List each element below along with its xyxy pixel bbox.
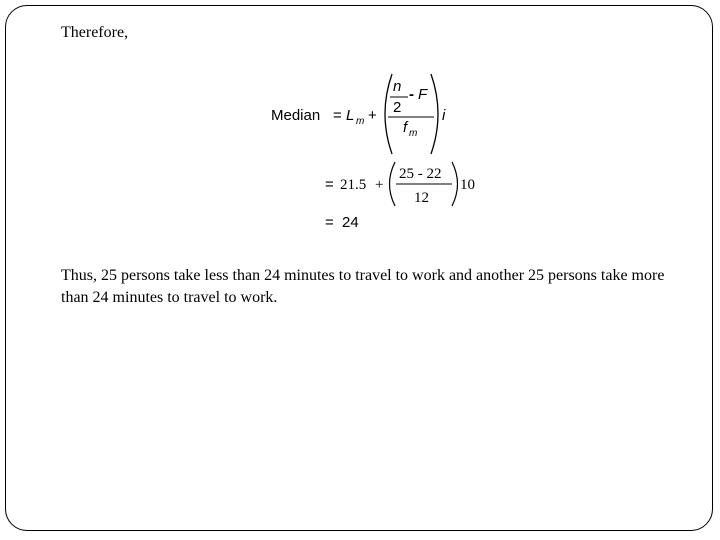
step3-equals: = [325, 214, 334, 231]
two-digit: 2 [393, 99, 402, 116]
f-capital-symbol: F [418, 86, 428, 103]
left-paren [385, 74, 392, 154]
step2-left-paren [390, 162, 396, 206]
lm-subscript: m [356, 116, 365, 127]
intro-text: Therefore, [61, 24, 129, 41]
interval-value: 10 [460, 177, 475, 193]
median-result: 24 [342, 214, 359, 231]
fm-symbol: f [403, 119, 408, 136]
plus-sign: + [368, 107, 377, 124]
conclusion-paragraph: Thus, 25 persons take less than 24 minutes to travel to work and another 25 persons take more than 24 minutes to travel to work. [61, 267, 665, 306]
step2-equals: = [325, 176, 334, 193]
right-paren [431, 74, 438, 154]
step2-plus: + [375, 177, 384, 193]
step2-numerator: 25 - 22 [399, 166, 442, 182]
n-symbol: n [393, 78, 402, 95]
lm-value: 21.5 [340, 177, 367, 193]
interval-symbol: i [442, 107, 446, 124]
step2-denominator: 12 [414, 190, 429, 206]
lm-symbol: L [346, 107, 355, 124]
step2-right-paren [452, 162, 458, 206]
median-label: Median [271, 107, 321, 124]
fm-subscript: m [409, 128, 418, 139]
minus-sign: - [409, 86, 414, 103]
equals-sign: = [333, 107, 342, 124]
